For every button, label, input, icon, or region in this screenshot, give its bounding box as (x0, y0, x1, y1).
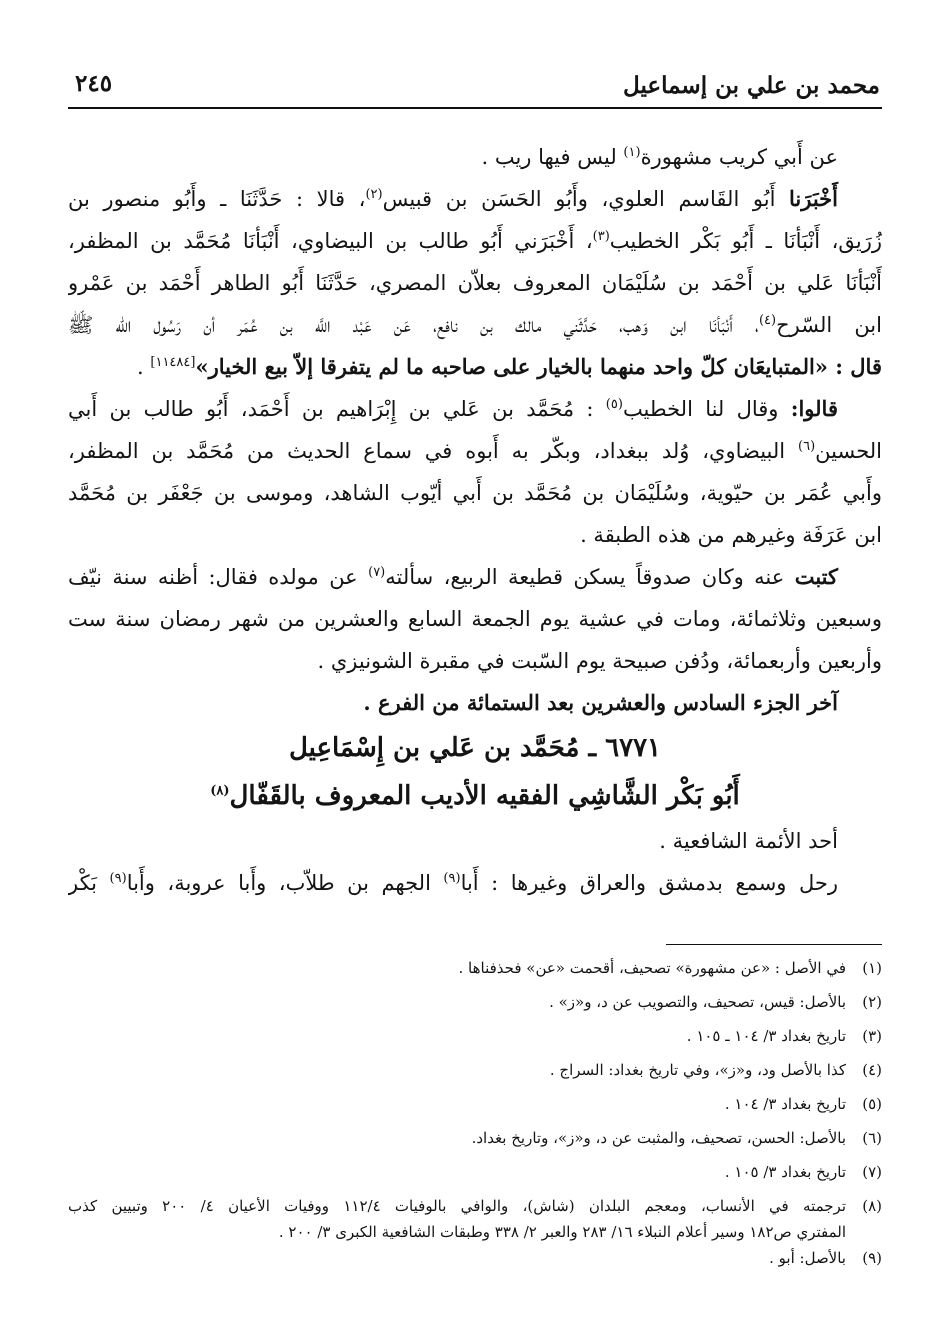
text-line: أَخْبَرَنا أَبُو القَاسم العلوي، وأَبُو الحَسَن بن قبيس$^{(٢)}$، قالا : حَدَّثَنَا ـ وأَبُو منصور بن (68, 186, 838, 211)
footnote-line: المفتري ص١٨٢ وسير أعلام النبلاء ١٦/ ٢٨٣ والعبر ٢/ ٣٣٨ وطبقات الشافعية الكبرى ٣/ ٢٠٠ . (278, 1223, 846, 1241)
main-text (68, 136, 882, 904)
hadith-text: قال : «المتبايعَان كلّ واحد منهما بالخيار على صاحبه ما لم يتفرقا إلاّ بيع الخيار» (195, 354, 882, 379)
text-line: كتبت عنه وكان صدوقاً يسكن قطيعة الربيع، سألته$^{(٧)}$ عن مولده فقال: أظنه سنة نيّف (68, 564, 838, 589)
footnote-line: تاريخ بغداد ٣/ ١٠٤ . (724, 1095, 846, 1113)
footnote-number: (٦) (862, 1129, 882, 1147)
footnote-text (68, 1245, 846, 1279)
text-line: رحل وسمع بدمشق والعراق وغيرها : أَبا$^{(٩)}$ الجهم بن طلاّب، وأَبا عروبة، وأَبا$^{(٩)}$ بَكْر (68, 871, 838, 895)
footnote (68, 1125, 882, 1159)
text-line: ابن عَرَفَة وغيرهم من هذه الطبقة . (580, 523, 882, 547)
text-line: أَنْبَأنَا عَلي بن أَحْمَد بن سُلَيْمَان المعروف بعلاّن المصري، حَدَّثَنَا أَبُو الطاهر أَحْمَد بن عَمْرو (68, 271, 882, 295)
footnote-line: تاريخ بغداد ٣/ ١٠٤ ـ ١٠٥ . (686, 1027, 846, 1045)
footnote-line: بالأصل: أبو . (769, 1249, 846, 1267)
text-line: وسبعين وثلاثمائة، ومات في عشية يوم الجمعة السابع والعشرين من شهر رمضان سنة ست (68, 607, 882, 631)
page-number: ٢٤٥ (75, 70, 113, 97)
footnote-text (68, 1091, 846, 1125)
text-line: وأَبي عُمَر بن حيّوية، وسُلَيْمَان بن مُحَمَّد بن أَبي أيّوب الشاهد، وموسى بن جَعْفَر بن مُحَمَّد (68, 481, 882, 505)
footnote-ref[interactable]: (٦) (798, 439, 816, 454)
footnote-text (68, 989, 846, 1023)
footnote-ref[interactable]: (٢) (365, 187, 383, 202)
footnote-ref[interactable]: (٥) (605, 397, 623, 412)
footnote-number: (٨) (862, 1197, 882, 1215)
transmission-keyword: كتبت (794, 564, 838, 589)
footnote-separator (666, 944, 882, 945)
text-line: ابن السّرح$^{(٤)}$، أَنْبَأنَا ابن وَهب، حَدَّثَني مالك بن نافع، عَن عَبْد اللَّه بن عُمَر أن رَسُول الله ﷺ (68, 313, 882, 337)
text-line: وأربعين وأربعمائة، ودُفن صبيحة يوم السّبت في مقبرة الشونيزي . (317, 649, 882, 673)
entry-heading: ٦٧٧١ ـ مُحَمَّد بن عَلي بن إِسْمَاعِيل (288, 733, 662, 763)
running-head-title: محمد بن علي بن إسماعيل (623, 72, 880, 99)
footnote (68, 1245, 882, 1279)
text-line: قالوا: وقال لنا الخطيب$^{(٥)}$ : مُحَمَّد بن عَلي بن إِبْرَاهيم بن أَحْمَد، أَبُو طالب بن أَبي (68, 396, 838, 421)
footnote-number: (٤) (862, 1061, 882, 1079)
footnote-line: تاريخ بغداد ٣/ ١٠٥ . (724, 1163, 846, 1181)
footnote-ref[interactable]: (٧) (368, 565, 386, 580)
transmission-keyword: أَخْبَرَنا (789, 186, 838, 211)
footnote-number: (٣) (862, 1027, 882, 1045)
footnote-ref[interactable]: (١) (623, 145, 641, 160)
footnote-text (68, 1159, 846, 1193)
footnote-ref[interactable]: (٩) (109, 871, 127, 886)
footnote (68, 955, 882, 989)
transmission-keyword: قالوا: (790, 396, 838, 421)
part-end-note: آخر الجزء السادس والعشرين بعد الستمائة من الفرع . (363, 690, 838, 715)
footnote-text (68, 1125, 846, 1159)
footnote-ref[interactable]: (٩) (443, 871, 461, 886)
footnote-ref[interactable]: (٤) (758, 313, 777, 328)
text-line: الحسين$^{(٦)}$ البيضاوي، وُلد ببغداد، وبكّر به أَبوه في سماع الحديث من مُحَمَّد بن المظفر، (68, 439, 882, 463)
footnote-number: (٩) (862, 1249, 882, 1267)
footnote-number: (٧) (862, 1163, 882, 1181)
footnote-line: ترجمته في الأنساب، ومعجم البلدان (شاش)، والوافي بالوفيات ١١٢/٤ ووفيات الأعيان ٤/ ٢٠٠ وتبيين كذب (68, 1197, 846, 1215)
footnote (68, 989, 882, 1023)
footnote-line: بالأصل: الحسن، تصحيف، والمثبت عن د، و«ز»، وتاريخ بغداد. (471, 1129, 846, 1147)
footnote-line: في الأصل : «عن مشهورة» تصحيف، أقحمت «عن» فحذفناها . (458, 959, 846, 977)
footnote-text (68, 1023, 846, 1057)
footnote (68, 1057, 882, 1091)
footnote (68, 1023, 882, 1057)
footnote-ref[interactable]: (٨) (210, 783, 230, 799)
footnote-text (68, 1193, 846, 1245)
footnote-text (68, 1057, 846, 1091)
footnote-line: بالأصل: قيس، تصحيف، والتصويب عن د، و«ز» . (549, 993, 846, 1011)
header-rule (68, 107, 882, 109)
text-line: زُرَيق، أَنْبَأنَا ـ أَبُو بَكْر الخطيب$^{(٣)}$، أَخْبَرَني أَبُو طالب بن البيضاوي، أَنْبَأنَا مُحَمَّد بن المظفر، (68, 229, 882, 253)
text-line: عن أَبي كريب مشهورة$^{(١)}$ ليس فيها ريب . (481, 145, 838, 169)
footnote (68, 1193, 882, 1245)
entry-subheading: أَبُو بَكْر الشَّاشِي الفقيه الأديب المعروف بالقَفّال$^{(٨)}$ (210, 781, 740, 811)
text-line: أحد الأئمة الشافعية . (659, 829, 838, 853)
footnote (68, 1159, 882, 1193)
footnote-number: (١) (862, 959, 882, 977)
footnote-number: (٢) (862, 993, 882, 1011)
footnote-line: كذا بالأصل ود، و«ز»، وفي تاريخ بغداد: السراج . (549, 1061, 846, 1079)
footnote (68, 1091, 882, 1125)
hadith-number: [١١٤٨٤] (150, 355, 196, 370)
footnotes (68, 955, 882, 1279)
footnote-ref[interactable]: (٣) (592, 229, 610, 244)
footnote-text (68, 955, 846, 989)
footnote-number: (٥) (862, 1095, 882, 1113)
hadith-line: قال : «المتبايعَان كلّ واحد منهما بالخيار على صاحبه ما لم يتفرقا إلاّ بيع الخيار»[١١٤٨٤] . (137, 354, 882, 379)
